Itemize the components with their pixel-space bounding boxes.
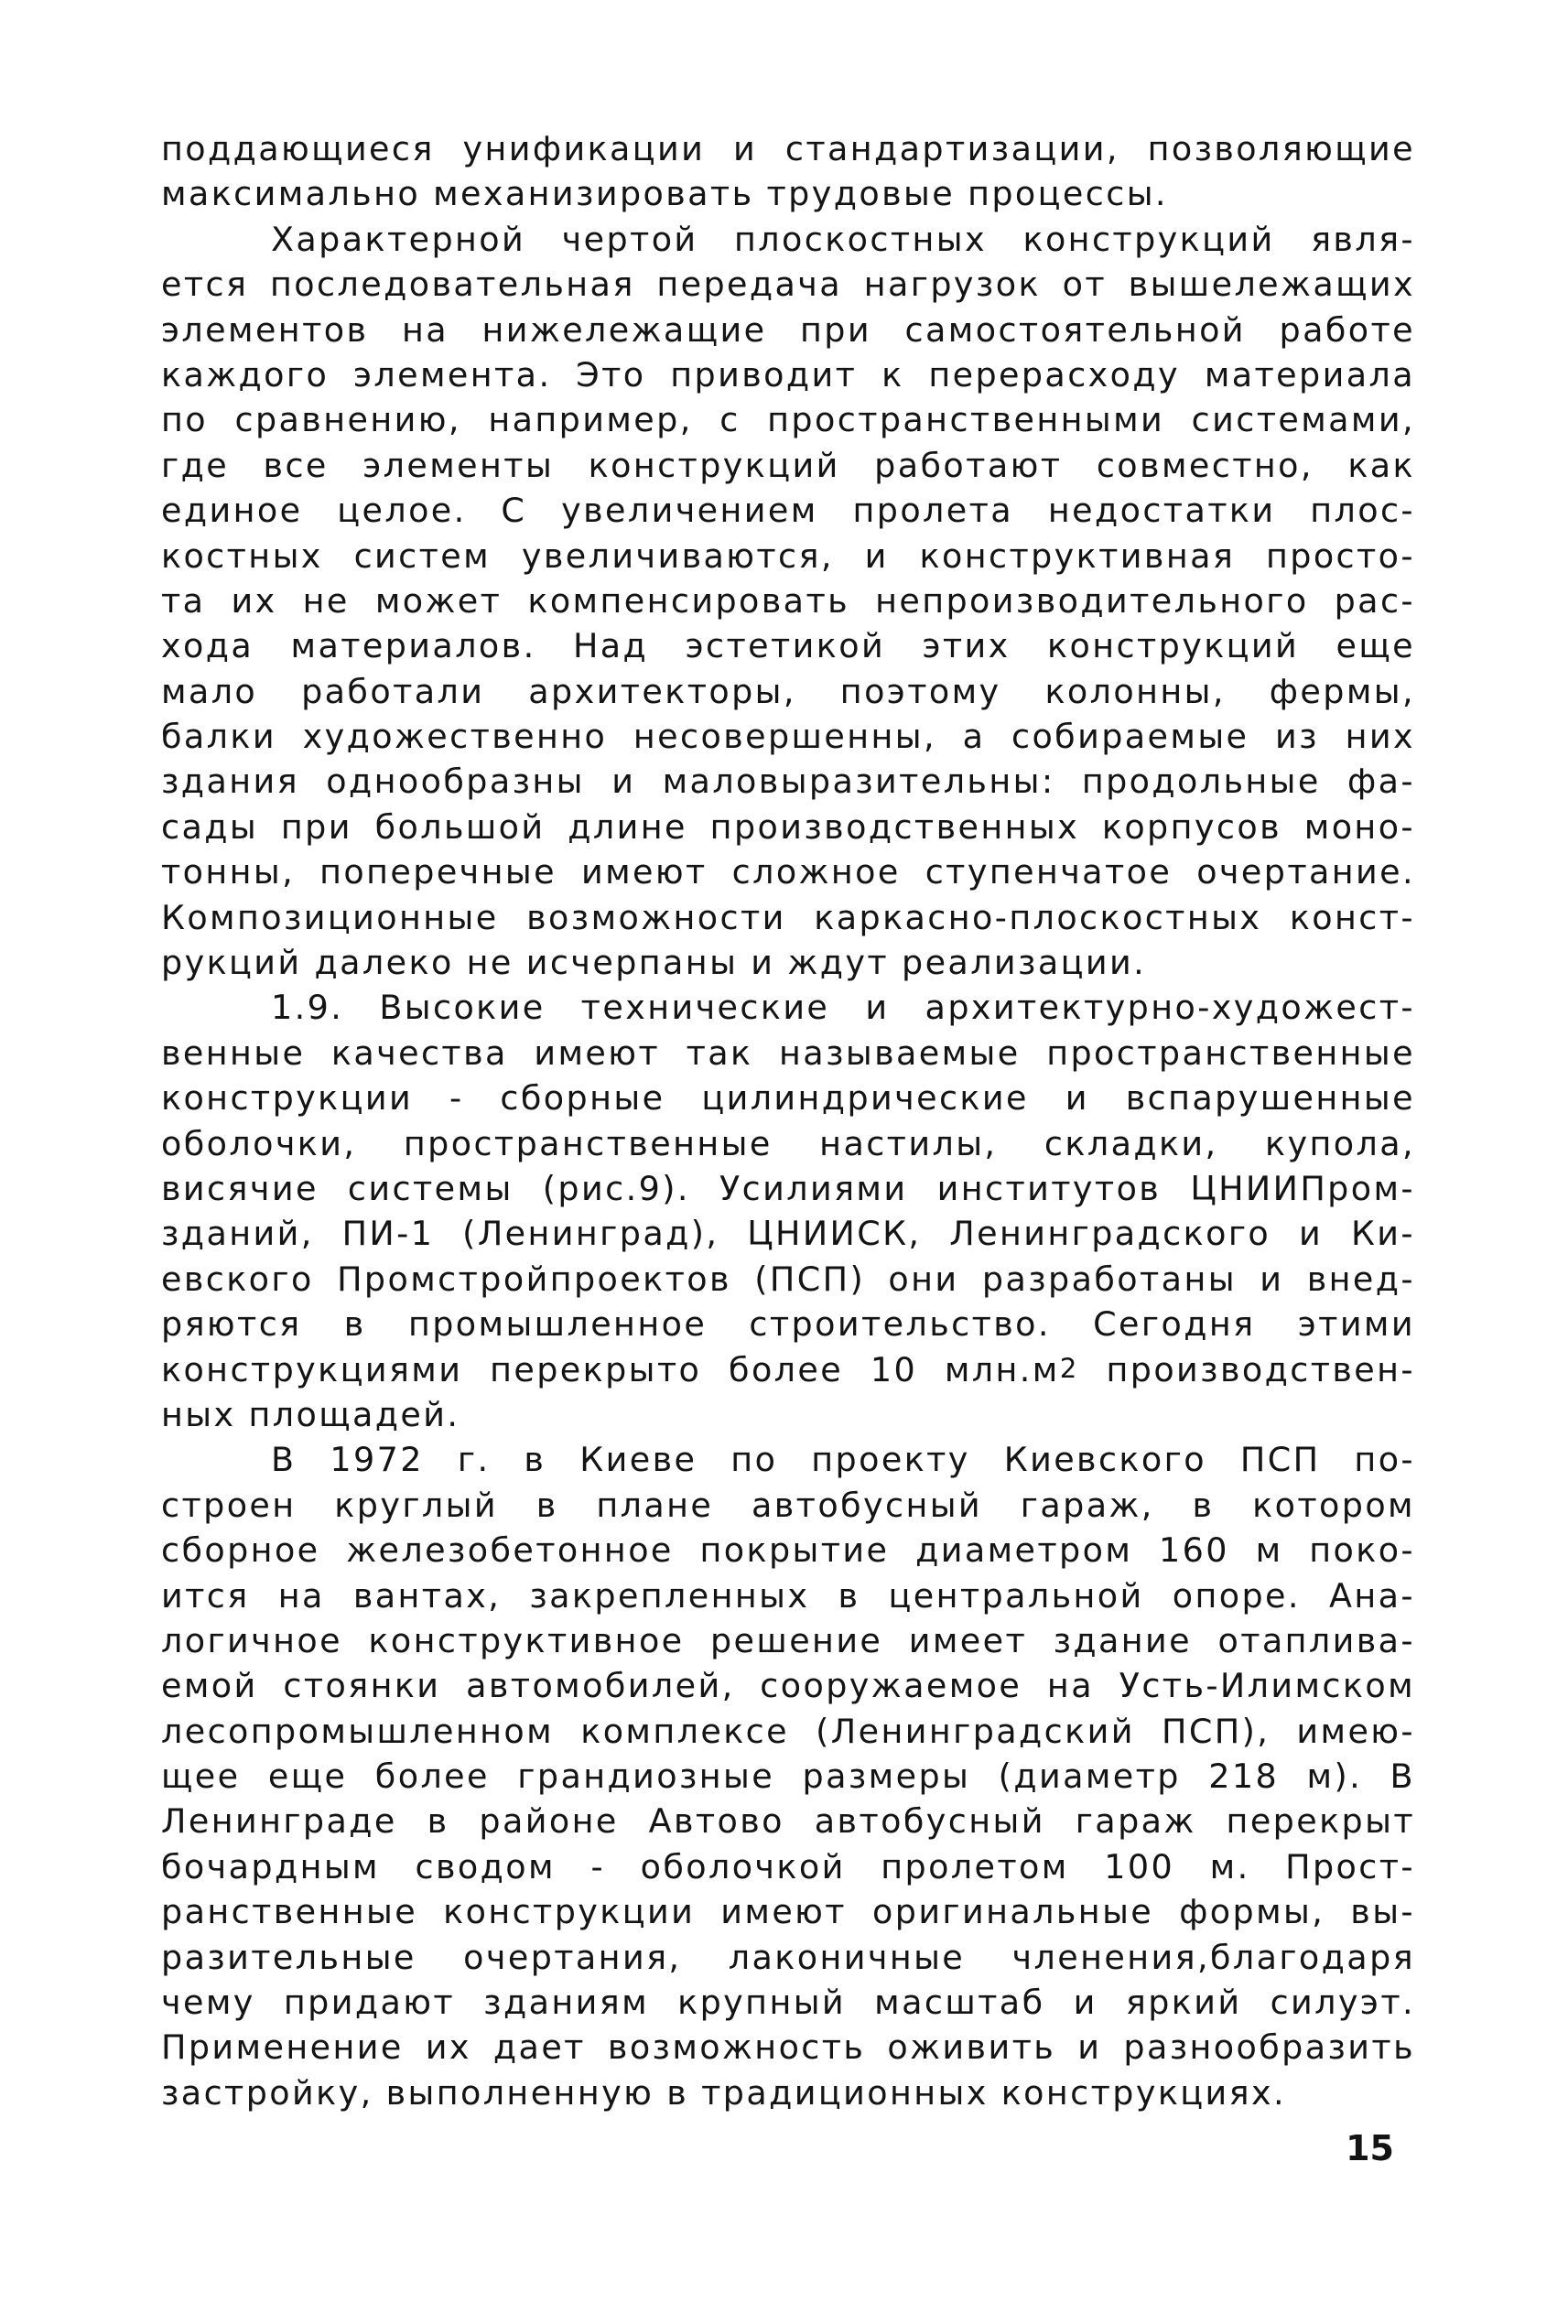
text-line — [161, 1211, 1415, 1256]
text-line-content: щее еще более грандиозные размеры (диаметр 218 м). В — [161, 1757, 1415, 1797]
text-line-content: бочардным сводом - оболочкой пролетом 100 м. Прост- — [161, 1846, 1415, 1886]
text-line-content: где все элементы конструкций работают совместно, как — [161, 445, 1415, 485]
text-line-content: каждого элемента. Это приводит к перерасходу материала — [161, 354, 1415, 395]
page-text-body — [161, 126, 1415, 2115]
text-line — [161, 1528, 1415, 1573]
text-line-content: мало работали архитекторы, поэтому колонны, фермы, — [161, 671, 1415, 711]
text-line-content: сборное железобетонное покрытие диаметром 160 м поко- — [161, 1530, 1415, 1571]
text-line — [161, 1121, 1415, 1166]
text-line-content: ется последовательная передача нагрузок от вышележащих — [161, 265, 1415, 305]
text-line — [161, 940, 1415, 985]
text-line-content: венные качества имеют так называемые пространственные — [161, 1032, 1415, 1073]
text-line — [161, 1437, 1415, 1482]
text-line — [161, 488, 1415, 533]
text-line — [161, 443, 1415, 488]
text-line — [161, 397, 1415, 442]
text-line-content: максимально механизировать трудовые процессы. — [161, 174, 1168, 214]
text-line-content: конструкции - сборные цилиндрические и вспарушенные — [161, 1078, 1415, 1119]
text-line-content: логичное конструктивное решение имеет здание отаплива- — [161, 1620, 1415, 1660]
text-line — [161, 805, 1415, 849]
text-line-content: единое целое. С увеличением пролета недостатки плос- — [161, 491, 1415, 531]
text-line-content: ных площадей. — [161, 1394, 460, 1434]
text-line — [161, 849, 1415, 894]
text-line — [161, 534, 1415, 578]
text-line-content: оболочки, пространственные настилы, складки, купола, — [161, 1123, 1415, 1163]
text-line-content: застройку, выполненную в традиционных конструкциях. — [161, 2072, 1287, 2113]
text-line-content: ранственные конструкции имеют оригинальные формы, вы- — [161, 1892, 1415, 1932]
text-line-content: В 1972 г. в Киеве по проекту Киевского ПСП по- — [271, 1440, 1415, 1480]
text-line-content: разительные очертания, лаконичные членения,благодаря — [161, 1937, 1415, 1977]
text-line-content: элементов на нижележащие при самостоятельной работе — [161, 309, 1415, 350]
text-line — [161, 1799, 1415, 1843]
text-line — [161, 2070, 1415, 2115]
text-line — [161, 308, 1415, 352]
text-line — [161, 1935, 1415, 1980]
text-line-content: поддающиеся унификации и стандартизации, позволяющие — [161, 129, 1415, 168]
text-line — [161, 1076, 1415, 1120]
text-line-content: Применение их дает возможность оживить и разнообразить — [161, 2027, 1415, 2068]
text-line — [161, 1889, 1415, 1934]
text-line-continuation: производствен- — [1078, 1349, 1415, 1389]
text-line-content: ится на вантах, закрепленных в центральной опоре. Ана- — [161, 1575, 1415, 1616]
text-line — [161, 1573, 1415, 1618]
text-line-content: сады при большой длине производственных корпусов моно- — [161, 806, 1415, 847]
text-line-content: зданий, ПИ-1 (Ленинград), ЦНИИСК, Ленинградского и Ки- — [161, 1214, 1415, 1254]
text-line-content: тонны, поперечные имеют сложное ступенчатое очертание. — [161, 852, 1415, 892]
text-line-content: чему придают зданиям крупный масштаб и яркий силуэт. — [161, 1983, 1415, 2023]
text-line-content: хода материалов. Над эстетикой этих конструкций еще — [161, 626, 1415, 666]
text-line — [161, 1754, 1415, 1799]
text-line-content: рукций далеко не исчерпаны и ждут реализации. — [161, 943, 1147, 983]
text-line — [161, 623, 1415, 668]
superscript: 2 — [1059, 1353, 1079, 1385]
text-line — [161, 578, 1415, 623]
text-line — [161, 1031, 1415, 1076]
text-line — [161, 895, 1415, 940]
text-line — [161, 262, 1415, 307]
text-line — [161, 759, 1415, 804]
text-line — [161, 1980, 1415, 2025]
text-line-content: здания однообразны и маловыразительны: продольные фа- — [161, 762, 1415, 802]
text-line — [161, 1347, 1415, 1392]
text-line-content: та их не может компенсировать непроизводительного рас- — [161, 580, 1415, 621]
text-line — [161, 1392, 1415, 1437]
text-line-content: конструкциями перекрыто более 10 млн.м — [161, 1349, 1060, 1389]
text-line — [161, 714, 1415, 759]
text-line — [161, 1257, 1415, 1302]
text-line — [161, 985, 1415, 1030]
text-line-content: ряются в промышленное строительство. Сегодня этими — [161, 1304, 1415, 1345]
text-line — [161, 171, 1415, 216]
text-line — [161, 2025, 1415, 2070]
text-line-content: Характерной чертой плоскостных конструкций явля- — [271, 219, 1415, 259]
text-line — [161, 1663, 1415, 1708]
text-line — [161, 1618, 1415, 1663]
text-line — [161, 1844, 1415, 1889]
text-line — [161, 126, 1415, 171]
text-line — [161, 1302, 1415, 1346]
text-line-content: балки художественно несовершенны, а собираемые из них — [161, 717, 1415, 757]
text-line — [161, 352, 1415, 397]
text-line-content: по сравнению, например, с пространственными системами, — [161, 400, 1415, 440]
text-line-content: емой стоянки автомобилей, сооружаемое на Усть-Илимском — [161, 1666, 1415, 1706]
text-line — [161, 1483, 1415, 1528]
text-line-content: костных систем увеличиваются, и конструктивная просто- — [161, 535, 1415, 576]
text-line-content: висячие системы (рис.9). Усилиями институтов ЦНИИПром- — [161, 1168, 1415, 1208]
page-number: 15 — [1346, 2128, 1394, 2168]
text-line — [161, 1166, 1415, 1211]
text-line-content: Ленинграде в районе Автово автобусный гараж перекрыт — [161, 1801, 1415, 1842]
text-line-content: лесопромышленном комплексе (Ленинградский ПСП), имею- — [161, 1711, 1415, 1751]
text-line-content: Композиционные возможности каркасно-плоскостных конст- — [161, 897, 1415, 937]
text-line-content: строен круглый в плане автобусный гараж, в котором — [161, 1485, 1415, 1525]
text-line — [161, 1709, 1415, 1754]
text-line — [161, 217, 1415, 262]
text-line-content: 1.9. Высокие технические и архитектурно-художест- — [271, 988, 1415, 1028]
text-line-content: евского Промстройпроектов (ПСП) они разработаны и внед- — [161, 1259, 1415, 1299]
text-line — [161, 669, 1415, 714]
